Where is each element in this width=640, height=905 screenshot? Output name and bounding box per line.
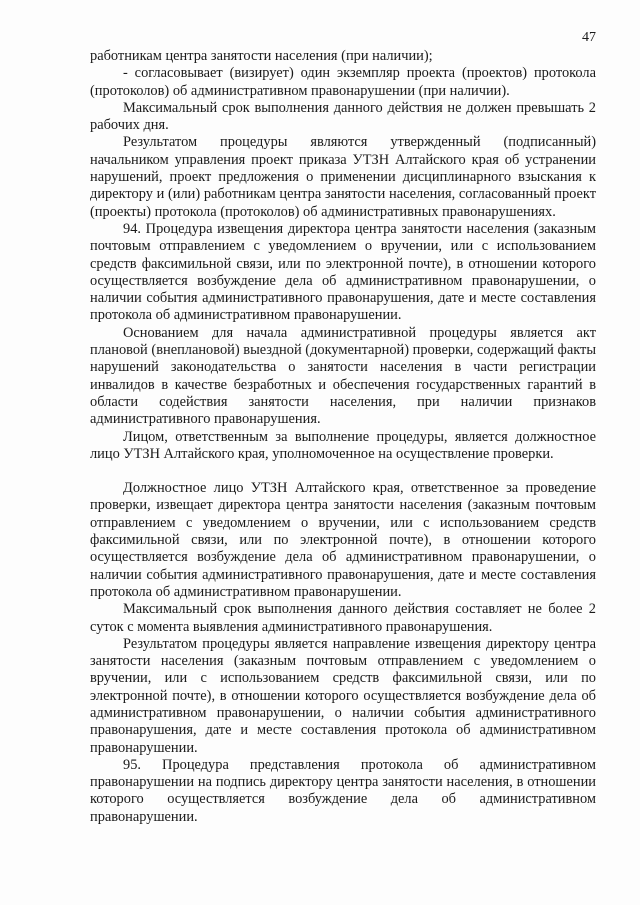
paragraph-approval-item: - согласовывает (визирует) один экземпляр проекта (проектов) протокола (протоколов) об административном правонарушении (при наличии). — [90, 65, 596, 99]
paragraph-official-notifies: Должностное лицо УТЗН Алтайского края, ответственное за проведение проверки, извещает директора центра занятости населения (заказным почтовым отправлением с уведомлением о вручении, или с использованием средств факсимильной связи, или по электронной почте), в отношении которого осуществляется возбуждение дела об административном правонарушении, о наличии события административного правонарушения, дате и месте составления протокола об административном правонарушении. — [90, 480, 596, 600]
paragraph-section-94: 94. Процедура извещения директора центра занятости населения (заказным почтовым отправлением с уведомлением о вручении, или с использованием средств факсимильной связи, или по электронной почте), в отношении которого осуществляется возбуждение дела об административном правонарушении, о наличии события административного правонарушения, дате и месте составления протокола об административном правонарушении. — [90, 220, 596, 324]
document-body — [90, 48, 596, 826]
paragraph-result-2: Результатом процедуры является направление извещения директору центра занятости населения (заказным почтовым отправлением с уведомлением о вручении, или с использованием средств факсимильной связи, или по электронной почте), в отношении которого осуществляется возбуждение дела об административном правонарушении, о наличии события административного правонарушения, дате и месте составления протокола об административном правонарушении. — [90, 635, 596, 756]
paragraph-result: Результатом процедуры являются утвержденный (подписанный) начальником управления проект приказа УТЗН Алтайского края об устранении нарушений, проект предложения о применении дисциплинарного взыскания к директору и (или) работникам центра занятости населения, согласованный проект (проекты) протокола (протоколов) об административных правонарушениях. — [90, 134, 596, 220]
paragraph-max-term: Максимальный срок выполнения данного действия не должен превышать 2 рабочих дня. — [90, 99, 596, 134]
paragraph-basis: Основанием для начала административной процедуры является акт плановой (внеплановой) выездной (документарной) проверки, содержащий факты нарушений законодательства о занятости населения в части регистрации инвалидов в качестве безработных и обеспечения государственных гарантий в области содействия занятости населения, при наличии признаков административного правонарушения. — [90, 324, 596, 428]
page-number: 47 — [582, 30, 596, 45]
paragraph-continuation: работникам центра занятости населения (при наличии); — [90, 48, 433, 64]
paragraph-gap — [90, 463, 596, 480]
paragraph-max-term-2: Максимальный срок выполнения данного действия составляет не более 2 суток с момента выявления административного правонарушения. — [90, 601, 596, 635]
paragraph-section-95: 95. Процедура представления протокола об административном правонарушении на подпись директору центра занятости населения, в отношении которого осуществляется возбуждение дела об административном правонарушении. — [90, 756, 596, 825]
paragraph-responsible-person: Лицом, ответственным за выполнение процедуры, является должностное лицо УТЗН Алтайского края, уполномоченное на осуществление проверки. — [90, 428, 596, 462]
